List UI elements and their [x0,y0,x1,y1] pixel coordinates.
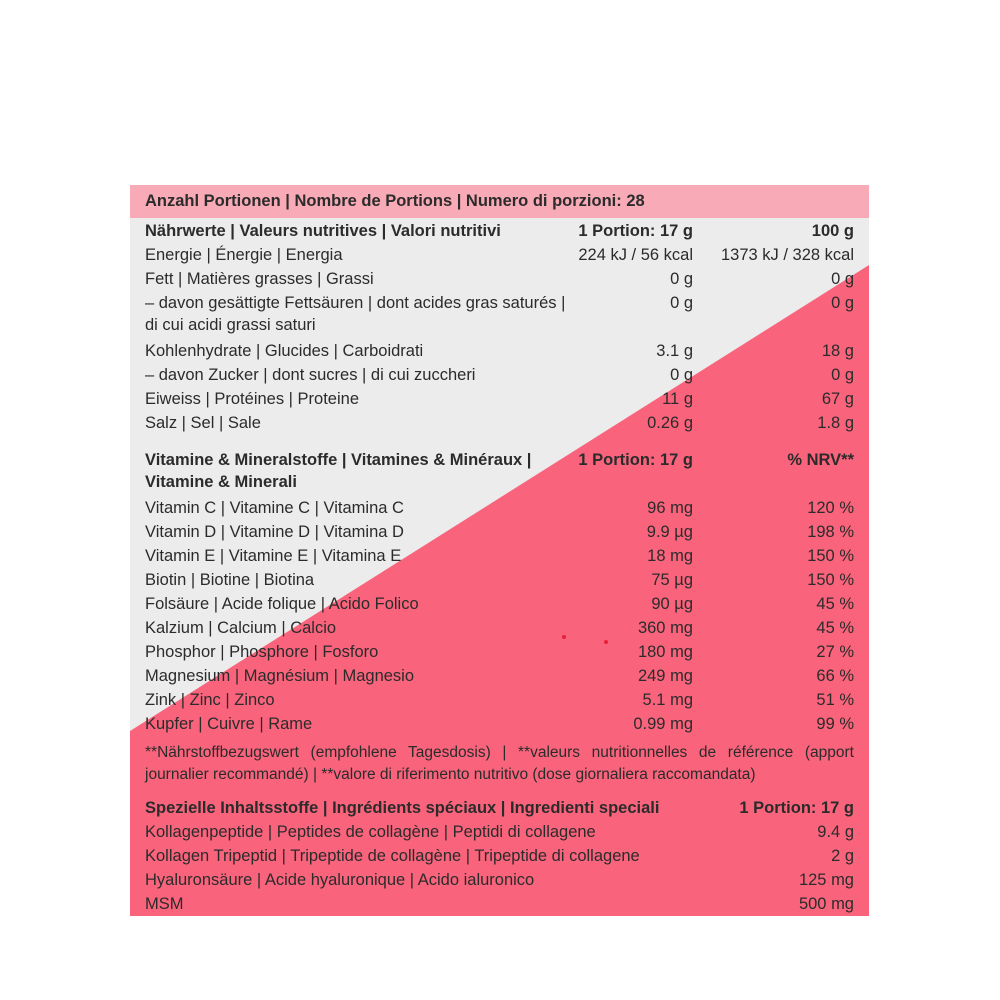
vitamin-value: 360 mg [637,619,693,637]
vitamin-nrv: 45 % [816,595,854,613]
vitamins-header-col1: 1 Portion: 17 g [578,451,693,469]
vitamin-nrv: 51 % [816,691,854,709]
nutrition-row [145,412,854,434]
vitamin-label: Vitamin C | Vitamine C | Vitamina C [145,499,404,517]
vitamin-label: Vitamin E | Vitamine E | Vitamina E [145,547,402,565]
vitamin-label: Folsäure | Acide folique | Acido Folico [145,595,419,613]
nutrition-header-label: Nährwerte | Valeurs nutritives | Valori nutritivi [145,222,501,240]
nutrition-row [145,292,854,336]
nutrition-value-100g: 0 g [831,270,854,288]
vitamin-label: Phosphor | Phosphore | Fosforo [145,643,379,661]
special-label: Kollagenpeptide | Peptides de collagène | Peptidi di collagene [145,823,596,841]
vitamin-row [145,689,854,711]
nutrition-label: Kohlenhydrate | Glucides | Carboidrati [145,342,424,360]
vitamin-nrv: 45 % [816,619,854,637]
nutrition-value-100g: 1.8 g [817,414,854,432]
special-row [145,869,854,891]
vitamins-header-col2: % NRV** [787,451,854,469]
nutrition-header-col1: 1 Portion: 17 g [578,222,693,240]
vitamin-value: 75 µg [651,571,693,589]
vitamins-header-label: Vitamine & Mineralstoffe | Vitamines & Minéraux | Vitamine & Minerali [145,451,532,491]
vitamin-row [145,497,854,519]
vitamin-value: 90 µg [651,595,693,613]
vitamin-nrv: 198 % [807,523,854,541]
nutrition-header-col2: 100 g [811,222,854,240]
nutrition-label: – davon Zucker | dont sucres | di cui zuccheri [145,366,476,384]
vitamins-header [145,449,854,493]
vitamin-row [145,641,854,663]
vitamin-value: 5.1 mg [642,691,693,709]
vitamin-value: 96 mg [647,499,693,517]
special-label: Hyaluronsäure | Acide hyaluronique | Acido ialuronico [145,871,535,889]
vitamin-label: Kalzium | Calcium | Calcio [145,619,337,637]
vitamin-label: Vitamin D | Vitamine D | Vitamina D [145,523,404,541]
special-value: 125 mg [798,871,854,889]
special-row [145,821,854,843]
vitamin-row [145,521,854,543]
nutrition-value-100g: 1373 kJ / 328 kcal [721,246,854,264]
nrv-footnote: **Nährstoffbezugswert (empfohlene Tagesdosis) | **valeurs nutritionnelles de référence (apport journalier recommandé) | **valore di riferimento nutritivo (dose giornaliera raccomandata) [145,744,854,783]
nutrition-row [145,268,854,290]
vitamin-label: Zink | Zinc | Zinco [145,691,275,709]
nutrition-value-100g: 0 g [831,366,854,384]
servings-row [145,190,854,212]
vitamin-row [145,569,854,591]
nutrition-label: Eiweiss | Protéines | Proteine [145,390,360,408]
vitamin-label: Biotin | Biotine | Biotina [145,571,315,589]
special-header [145,797,854,819]
vitamin-value: 0.99 mg [633,715,693,733]
nutrition-value-100g: 18 g [821,342,854,360]
special-value: 500 mg [798,895,854,913]
vitamin-nrv: 99 % [816,715,854,733]
nutrition-value-portion: 0 g [670,294,693,312]
nutrition-row [145,340,854,362]
decorative-dot [562,635,566,639]
vitamin-label: Kupfer | Cuivre | Rame [145,715,313,733]
special-value: 2 g [831,847,854,865]
vitamin-value: 18 mg [647,547,693,565]
nutrition-value-portion: 0.26 g [647,414,693,432]
special-header-col2: 1 Portion: 17 g [739,799,854,817]
special-row [145,845,854,867]
nutrition-value-portion: 11 g [662,390,693,408]
decorative-dot [604,640,608,644]
servings-label: Anzahl Portionen | Nombre de Portions | Numero di porzioni: 28 [145,192,645,210]
nutrition-header [145,220,854,242]
nutrition-row [145,364,854,386]
vitamin-nrv: 150 % [807,571,854,589]
vitamin-row [145,617,854,639]
nutrition-label: Salz | Sel | Sale [145,414,261,432]
vitamin-row [145,593,854,615]
nutrition-value-100g: 67 g [821,390,854,408]
nutrition-value-portion: 0 g [670,270,693,288]
vitamin-nrv: 150 % [807,547,854,565]
nutrition-panel [130,185,869,916]
nutrition-row [145,244,854,266]
nutrition-value-100g: 0 g [831,294,854,312]
special-label: Kollagen Tripeptid | Tripeptide de collagène | Tripeptide di collagene [145,847,640,865]
special-value: 9.4 g [817,823,854,841]
vitamin-nrv: 27 % [816,643,854,661]
nutrition-label: Fett | Matières grasses | Grassi [145,270,374,288]
vitamin-nrv: 66 % [816,667,854,685]
vitamin-value: 180 mg [637,643,693,661]
nutrition-label: – davon gesättigte Fettsäuren | dont acides gras saturés | di cui acidi grassi saturi [145,294,566,334]
vitamin-row [145,713,854,735]
nutrition-value-portion: 224 kJ / 56 kcal [578,246,693,264]
nutrition-row [145,388,854,410]
nutrition-value-portion: 3.1 g [656,342,693,360]
special-label: MSM [145,895,184,913]
special-row [145,893,854,915]
vitamin-label: Magnesium | Magnésium | Magnesio [145,667,415,685]
special-header-label: Spezielle Inhaltsstoffe | Ingrédients spéciaux | Ingredienti speciali [145,799,660,817]
vitamin-nrv: 120 % [807,499,854,517]
vitamin-row [145,545,854,567]
nutrition-value-portion: 0 g [670,366,693,384]
nutrition-label: Energie | Énergie | Energia [145,246,343,264]
vitamin-row [145,665,854,687]
vitamin-value: 249 mg [637,667,693,685]
vitamin-value: 9.9 µg [646,523,693,541]
